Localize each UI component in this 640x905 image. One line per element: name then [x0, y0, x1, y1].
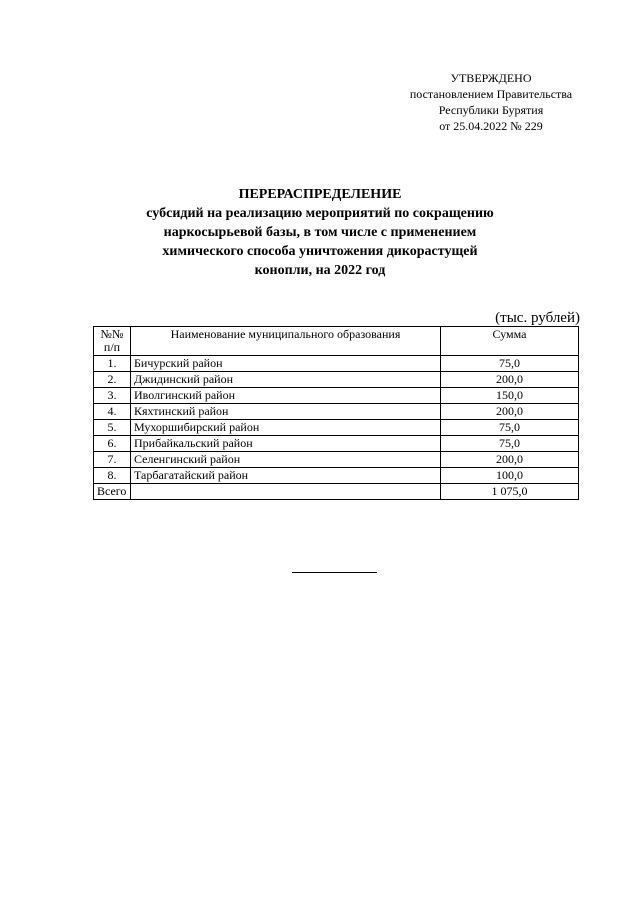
- header-municipality: Наименование муниципального образования: [131, 327, 441, 356]
- table-row: [94, 388, 579, 404]
- title-line-3: наркосырьевой базы, в том числе с применением: [163, 225, 477, 240]
- row-number: 8.: [94, 468, 131, 484]
- approval-resolution: постановлением Правительства: [409, 87, 573, 101]
- row-municipality: Иволгинский район: [131, 388, 441, 404]
- row-municipality: Кяхтинский район: [131, 404, 441, 420]
- row-sum: 200,0: [441, 404, 579, 420]
- units-label: (тыс. рублей): [495, 310, 580, 326]
- row-sum: 75,0: [441, 436, 579, 452]
- approval-republic: Республики Бурятия: [438, 103, 544, 117]
- title-line-1: ПЕРЕРАСПРЕДЕЛЕНИЕ: [238, 187, 402, 202]
- row-number: 3.: [94, 388, 131, 404]
- table-row: [94, 356, 579, 372]
- table-row: [94, 468, 579, 484]
- table-row: [94, 372, 579, 388]
- header-number-line-1: №№: [100, 327, 124, 341]
- header-number-line-2: п/п: [103, 340, 121, 354]
- table-total-row: [94, 484, 579, 500]
- table-header-row: [94, 327, 579, 356]
- row-municipality: Бичурский район: [131, 356, 441, 372]
- row-municipality: Мухоршибирский район: [131, 420, 441, 436]
- row-number: 1.: [94, 356, 131, 372]
- row-sum: 150,0: [441, 388, 579, 404]
- subsidies-table: [93, 326, 579, 500]
- approval-heading: УТВЕРЖДЕНО: [450, 71, 532, 85]
- row-sum: 200,0: [441, 452, 579, 468]
- row-number: 4.: [94, 404, 131, 420]
- row-number: 5.: [94, 420, 131, 436]
- closing-rule-line: [292, 572, 377, 573]
- row-sum: 75,0: [441, 420, 579, 436]
- total-sum: 1 075,0: [441, 484, 579, 500]
- row-number: 6.: [94, 436, 131, 452]
- row-municipality: Селенгинский район: [131, 452, 441, 468]
- table-row: [94, 452, 579, 468]
- row-municipality: Джидинский район: [131, 372, 441, 388]
- row-municipality: Тарбагатайский район: [131, 468, 441, 484]
- row-number: 7.: [94, 452, 131, 468]
- row-sum: 200,0: [441, 372, 579, 388]
- row-municipality: Прибайкальский район: [131, 436, 441, 452]
- header-sum: Сумма: [441, 327, 579, 356]
- approval-date-number: от 25.04.2022 № 229: [439, 119, 543, 133]
- table-row: [94, 436, 579, 452]
- header-number: [94, 327, 131, 356]
- row-sum: 100,0: [441, 468, 579, 484]
- title-line-4: химического способа уничтожения дикорастущей: [162, 244, 478, 259]
- row-sum: 75,0: [441, 356, 579, 372]
- title-line-5: конопли, на 2022 год: [254, 263, 386, 278]
- approval-stamp: [398, 70, 584, 134]
- title-line-2: субсидий на реализацию мероприятий по сокращению: [146, 206, 494, 221]
- document-title: [120, 185, 520, 280]
- total-label: Всего: [94, 484, 131, 500]
- total-spacer: [131, 484, 441, 500]
- table-row: [94, 420, 579, 436]
- row-number: 2.: [94, 372, 131, 388]
- table-row: [94, 404, 579, 420]
